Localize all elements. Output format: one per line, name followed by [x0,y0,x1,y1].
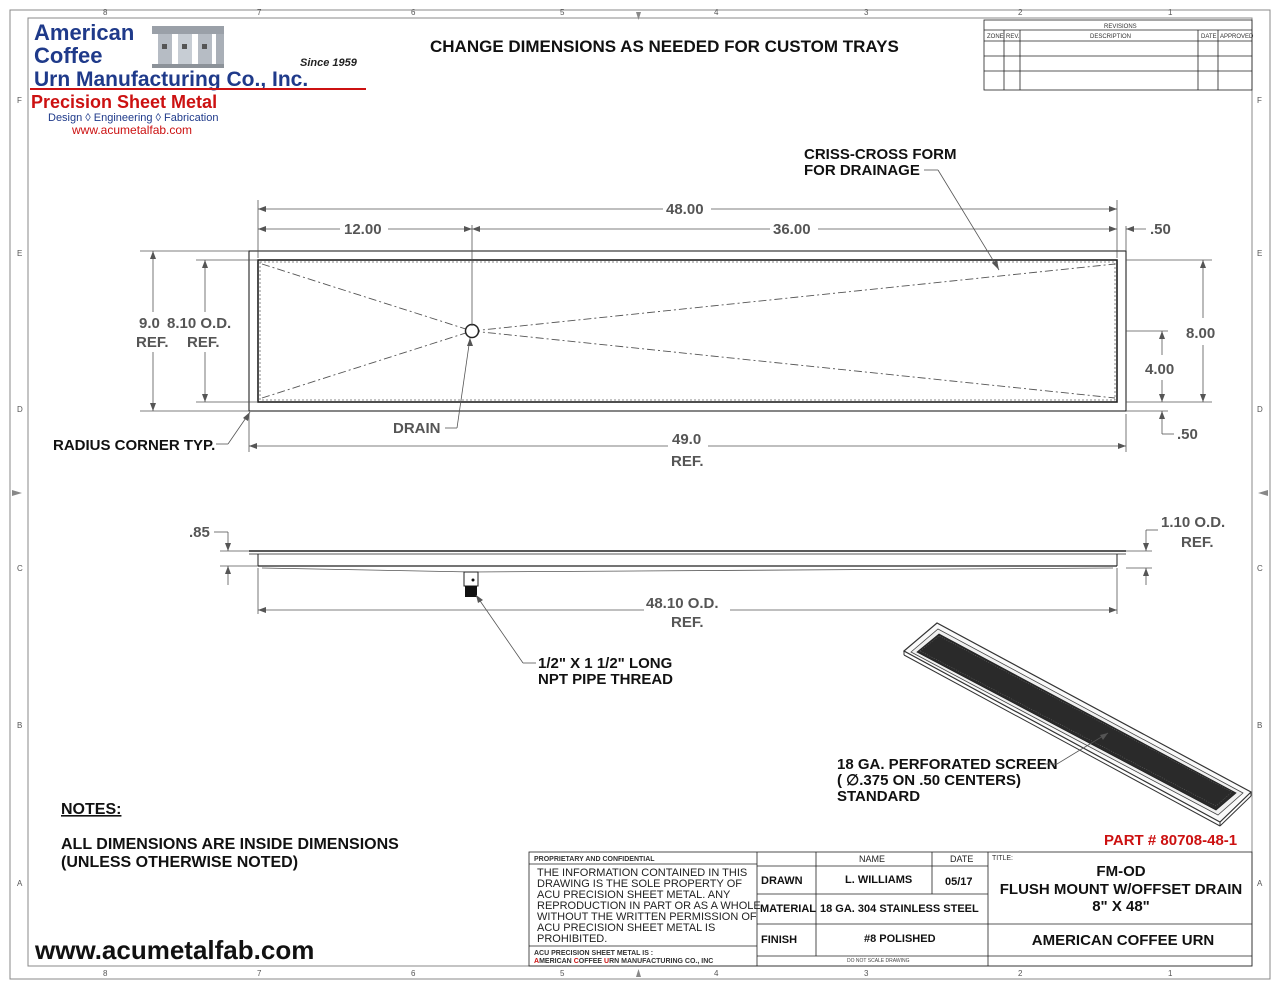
material-label: MATERIAL [760,903,817,915]
confidential-line: ACU PRECISION SHEET METAL. ANY [537,889,731,901]
confidential-line: THE INFORMATION CONTAINED IN THIS [537,867,748,879]
drawn-name: L. WILLIAMS [845,874,913,886]
zone-row-label: B [1257,721,1263,730]
side-view [189,514,1225,688]
zone-col-label: 6 [411,969,416,978]
logo-services: Design ◊ Engineering ◊ Fabrication [48,112,219,124]
drainage-line [262,331,472,398]
pipe-fitting [464,572,478,586]
dim-4810: 48.10 O.D. [646,595,719,612]
notes-line-1: ALL DIMENSIONS ARE INSIDE DIMENSIONS [61,836,399,853]
zone-row-label: D [1257,405,1263,414]
zone-col-label: 1 [1168,8,1173,17]
isometric-view [837,623,1251,826]
revisions-col-rev: REV. [1006,34,1020,40]
confidential-line: DRAWING IS THE SOLE PROPERTY OF [537,878,742,890]
outer-border [10,10,1270,979]
zone-row-label: A [17,879,23,888]
revisions-col-approved: APPROVED [1220,34,1254,40]
top-view [53,146,1215,470]
zone-col-label: 7 [257,8,262,17]
acu-company: AMERICAN COFFEE URN MANUFACTURING CO., INC [534,958,714,965]
finish-value: #8 POLISHED [864,933,936,945]
dim-810-ref: REF. [187,334,220,351]
center-marker [636,12,641,20]
tray-outer-outline [249,251,1126,411]
company-logo [30,20,366,137]
drainage-line [472,264,1115,331]
dim-36: 36.00 [773,221,811,238]
dim-110: 1.10 O.D. [1161,514,1226,531]
zone-row-label: C [1257,564,1263,573]
do-not-scale: DO NOT SCALE DRAWING [847,958,910,964]
title-line-2: FLUSH MOUNT W/OFFSET DRAIN [999,881,1243,898]
confidential-line: ACU PRECISION SHEET METAL IS [537,922,716,934]
criss-cross-label-2: FOR DRAINAGE [804,162,920,179]
revisions-col-date: DATE [1201,34,1217,40]
zone-col-label: 5 [560,8,565,17]
zone-col-label: 3 [864,969,869,978]
logo-since: Since 1959 [300,57,357,69]
dim-12: 12.00 [344,221,382,238]
drain-label: DRAIN [393,420,441,437]
logo-url: www.acumetalfab.com [72,123,193,137]
notes-heading: NOTES: [61,801,122,818]
dim-110-ref: REF. [1181,534,1214,551]
notes [61,801,399,871]
zone-row-label: F [1257,96,1262,105]
screen-label-1: 18 GA. PERFORATED SCREEN [837,756,1058,773]
zone-row-label: A [1257,879,1263,888]
dim-400: 4.00 [1145,361,1175,378]
dim-050-bottom: .50 [1177,426,1198,443]
acu-label: ACU PRECISION SHEET METAL IS : [534,950,654,957]
zone-col-label: 6 [411,8,416,17]
confidential-line: REPRODUCTION IN PART OR AS A WHOLE [537,900,761,912]
center-marker [636,969,641,977]
criss-cross-label-1: CRISS-CROSS FORM [804,146,957,163]
zone-col-label: 7 [257,969,262,978]
zone-row-label: B [17,721,23,730]
zone-columns [103,8,1173,978]
footer-url: www.acumetalfab.com [35,935,315,965]
zone-col-label: 4 [714,969,719,978]
screen-label-2: ( ∅.375 ON .50 CENTERS) [837,772,1021,789]
dim-800: 8.00 [1186,325,1216,342]
center-marker [12,490,22,496]
zone-row-label: E [17,249,23,258]
confidential-line: WITHOUT THE WRITTEN PERMISSION OF [537,911,757,923]
logo-line1: American [34,20,135,45]
pipe-label-2: NPT PIPE THREAD [538,671,674,688]
zone-col-label: 8 [103,8,108,17]
company-name: AMERICAN COFFEE URN [1031,932,1215,949]
page-title: CHANGE DIMENSIONS AS NEEDED FOR CUSTOM TRAYS [430,37,899,56]
pipe-thread [465,586,477,597]
tray-inner-outline [258,260,1117,402]
part-number: PART # 80708-48-1 [1104,832,1238,849]
logo-tagline: Precision Sheet Metal [31,92,218,112]
zone-row-label: E [1257,249,1263,258]
dim-810: 8.10 O.D. [167,315,232,332]
notes-line-2: (UNLESS OTHERWISE NOTED) [61,854,299,871]
drawn-label: DRAWN [761,875,803,887]
revisions-title: REVISIONS [1104,24,1137,30]
zone-col-label: 2 [1018,969,1023,978]
drain-hole [466,325,479,338]
dim-050-top: .50 [1150,221,1171,238]
drawn-date: 05/17 [945,876,973,888]
dim-49-ref: REF. [671,453,704,470]
zone-col-label: 1 [1168,969,1173,978]
zone-row-label: F [17,96,22,105]
dim-4810-ref: REF. [671,614,704,631]
center-marker [1258,490,1268,496]
title-label: TITLE: [992,855,1014,862]
zone-col-label: 4 [714,8,719,17]
zone-row-label: D [17,405,23,414]
drainage-line [262,264,472,331]
inner-border [28,18,1252,966]
zone-col-label: 8 [103,969,108,978]
date-header: DATE [950,854,974,864]
name-header: NAME [859,854,886,864]
dim-9-ref: REF. [136,334,169,351]
revisions-table [984,20,1254,90]
revisions-col-description: DESCRIPTION [1090,34,1132,40]
logo-line2: Coffee [34,43,103,68]
drainage-line [472,331,1115,398]
coffee-urn-icon [152,26,224,68]
revisions-col-zone: ZONE [987,34,1004,40]
title-line-3: 8" X 48" [1092,898,1150,915]
material-value: 18 GA. 304 STAINLESS STEEL [820,903,979,915]
zone-rows [17,96,1263,888]
logo-line3: Urn Manufacturing Co., Inc. [34,68,309,91]
zone-col-label: 2 [1018,8,1023,17]
title-block [529,852,1252,966]
zone-row-label: C [17,564,23,573]
pipe-label-1: 1/2" X 1 1/2" LONG [538,655,673,672]
zone-col-label: 3 [864,8,869,17]
confidential-line: PROHIBITED. [537,933,608,945]
finish-label: FINISH [761,934,798,946]
radius-corner-label: RADIUS CORNER TYP. [53,437,216,454]
dim-49: 49.0 [672,431,702,448]
dim-9-0: 9.0 [139,315,160,332]
zone-col-label: 5 [560,969,565,978]
dim-085: .85 [189,524,210,541]
dim-48: 48.00 [666,201,704,218]
proprietary-heading: PROPRIETARY AND CONFIDENTIAL [534,856,655,863]
title-line-1: FM-OD [1096,863,1146,880]
screen-label-3: STANDARD [837,788,921,805]
